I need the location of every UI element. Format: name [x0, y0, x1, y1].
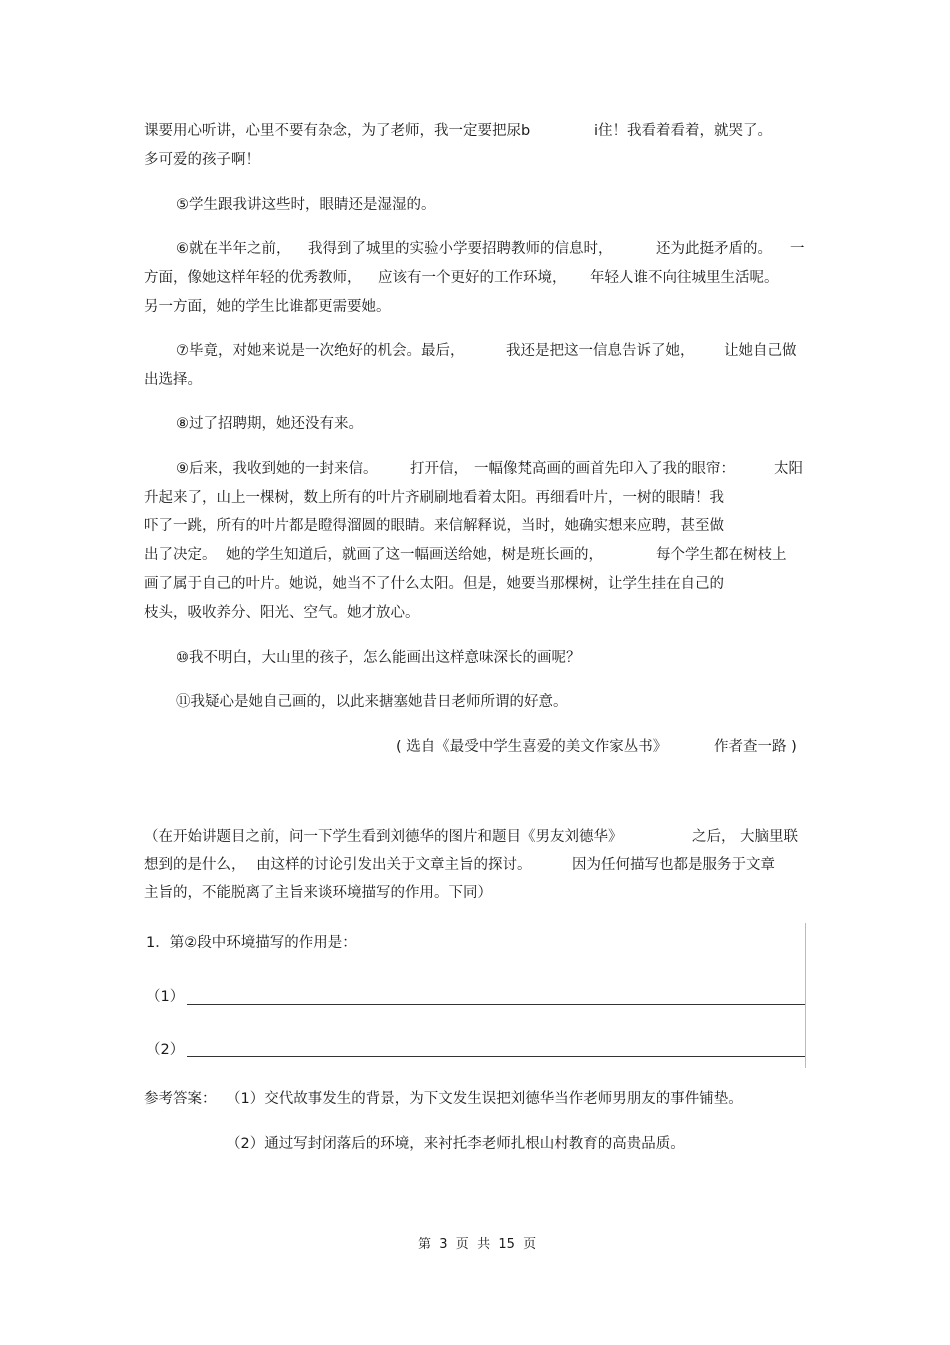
answer-blank-2[interactable]: [187, 1056, 805, 1057]
teaching-note: （在开始讲题目之前，问一下学生看到刘德华的图片和题目《男友刘德华》: [144, 829, 623, 845]
teaching-note: 由这样的讨论引发出关于文章主旨的探讨。: [256, 857, 532, 873]
paragraph-6-text: 还为此挺矛盾的。: [656, 241, 772, 257]
paragraph-10: ⑩我不明白，大山里的孩子，怎么能画出这样意味深长的画呢？: [176, 650, 581, 666]
source-author: 作者查一路 ): [714, 739, 797, 755]
paragraph-6-text: 方面，像她这样年轻的优秀教师，: [144, 270, 362, 286]
paragraph-9-text: 吓了一跳，所有的叶片都是瞪得溜圆的眼睛。来信解释说，当时，她确实想来应聘，甚至做: [144, 518, 724, 534]
teaching-note: 主旨的，不能脱离了主旨来谈环境描写的作用。下同）: [144, 885, 492, 901]
text-line: 多可爱的孩子啊！: [144, 152, 260, 168]
answer-2: （2）通过写封闭落后的环境，来衬托李老师扎根山村教育的高贵品质。: [226, 1136, 685, 1152]
paragraph-7-text: 让她自己做: [724, 343, 797, 359]
question-box-border: [805, 923, 806, 1068]
page-number: 第 3 页 共 15 页: [418, 1237, 537, 1252]
teaching-note: 因为任何描写也都是服务于文章: [572, 857, 775, 873]
blank-2-label: （2）: [146, 1042, 185, 1058]
text-line: i住！我看着看着，就哭了。: [594, 123, 773, 139]
teaching-note: 大脑里联: [740, 829, 798, 845]
paragraph-6-text: 另一方面，她的学生比谁都更需要她。: [144, 299, 391, 315]
paragraph-9-text: 打开信，: [410, 461, 468, 477]
paragraph-8: ⑧过了招聘期，她还没有来。: [176, 416, 363, 432]
paragraph-6-text: 我得到了城里的实验小学要招聘教师的信息时，: [308, 241, 613, 257]
answer-1: （1）交代故事发生的背景，为下文发生误把刘德华当作老师男朋友的事件铺垫。: [226, 1091, 743, 1107]
paragraph-5: ⑤学生跟我讲这些时，眼睛还是湿湿的。: [176, 197, 436, 213]
paragraph-9-text: 她的学生知道后，就画了这一幅画送给她，树是班长画的，: [226, 547, 603, 563]
source-citation: ( 选自《最受中学生喜爱的美文作家丛书》: [396, 739, 668, 755]
paragraph-9-text: 一幅像梵高画的画首先印入了我的眼帘：: [474, 461, 735, 477]
paragraph-7-text: 出选择。: [144, 372, 202, 388]
blank-1-label: （1）: [146, 989, 185, 1005]
paragraph-6-text: ⑥就在半年之前，: [176, 241, 291, 257]
teaching-note: 想到的是什么，: [144, 857, 246, 873]
answer-blank-1[interactable]: [187, 1004, 805, 1005]
teaching-note: 之后，: [692, 829, 736, 845]
question-prompt: 1．第②段中环境描写的作用是：: [146, 935, 357, 951]
paragraph-9-text: 画了属于自己的叶片。她说，她当不了什么太阳。但是，她要当那棵树，让学生挂在自己的: [144, 576, 724, 592]
answer-heading: 参考答案：: [144, 1091, 217, 1107]
paragraph-6-text: 应该有一个更好的工作环境，: [378, 270, 567, 286]
paragraph-7-text: ⑦毕竟，对她来说是一次绝好的机会。最后，: [176, 343, 465, 359]
paragraph-9-text: 枝头，吸收养分、阳光、空气。她才放心。: [144, 605, 420, 621]
paragraph-6-text: 年轻人谁不向往城里生活呢。: [590, 270, 779, 286]
paragraph-9-text: 升起来了，山上一棵树，数上所有的叶片齐刷刷地看着太阳。再细看叶片，一树的眼睛！我: [144, 490, 724, 506]
paragraph-9-text: 太阳: [774, 461, 803, 477]
paragraph-11: ⑪我疑心是她自己画的，以此来搪塞她昔日老师所谓的好意。: [176, 694, 568, 710]
paragraph-9-text: 出了决定。: [144, 547, 217, 563]
paragraph-7-text: 我还是把这一信息告诉了她，: [506, 343, 695, 359]
text-line: 课要用心听讲，心里不要有杂念，为了老师，我一定要把尿b: [144, 123, 531, 139]
paragraph-9-text: 每个学生都在树枝上: [656, 547, 787, 563]
paragraph-6-text: 一: [790, 241, 805, 257]
paragraph-9-text: ⑨后来，我收到她的一封来信。: [176, 461, 378, 477]
